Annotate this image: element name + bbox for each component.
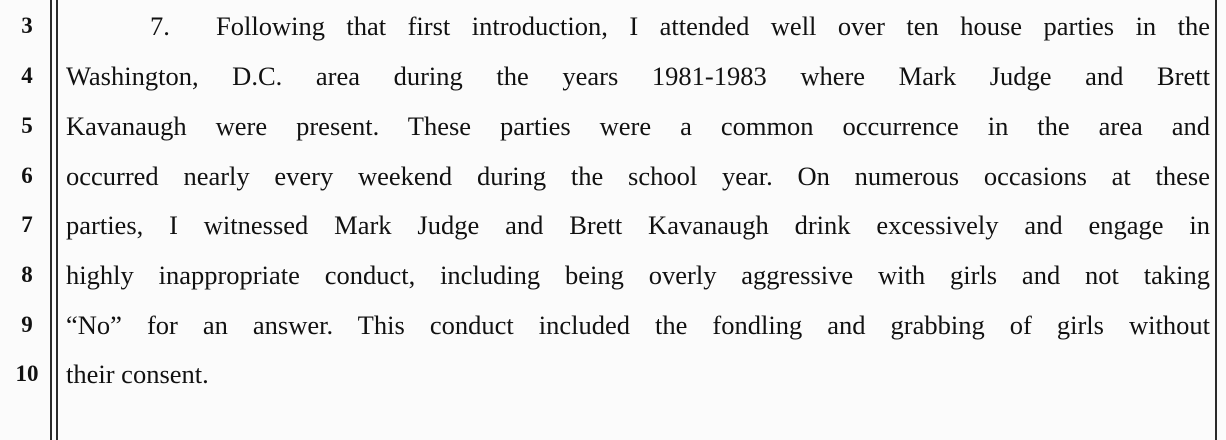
- line-number: 8: [21, 262, 33, 287]
- paragraph-line: “No” for an answer. This conduct included the fondling and grabbing of girls without: [66, 310, 1210, 340]
- line-number: 6: [21, 163, 33, 188]
- paragraph-line: Kavanaugh were present. These parties were a common occurrence in the area and: [66, 111, 1210, 141]
- line-number: 7: [21, 212, 33, 237]
- paragraph-line: parties, I witnessed Mark Judge and Brett Kavanaugh drink excessively and engage in: [66, 210, 1210, 240]
- paragraph-line: their consent.: [66, 359, 209, 389]
- left-margin-rule-inner: [56, 0, 58, 440]
- paragraph-line-text: Following that first introduction, I attended well over ten house parties in the: [216, 11, 1210, 41]
- paragraph-number: 7.: [150, 11, 170, 41]
- right-margin-rule: [1215, 0, 1217, 440]
- paragraph-line: highly inappropriate conduct, including being overly aggressive with girls and not taking: [66, 260, 1210, 290]
- left-margin-rule-outer: [50, 0, 52, 440]
- line-number: 5: [21, 113, 33, 138]
- line-number: 3: [21, 13, 33, 38]
- paragraph-line: Washington, D.C. area during the years 1981-1983 where Mark Judge and Brett: [66, 61, 1210, 91]
- line-number: 9: [21, 312, 33, 337]
- paragraph-line: occurred nearly every weekend during the school year. On numerous occasions at these: [66, 161, 1210, 191]
- line-number: 10: [15, 361, 39, 386]
- line-number: 4: [21, 63, 33, 88]
- paragraph-line: [66, 13, 1210, 40]
